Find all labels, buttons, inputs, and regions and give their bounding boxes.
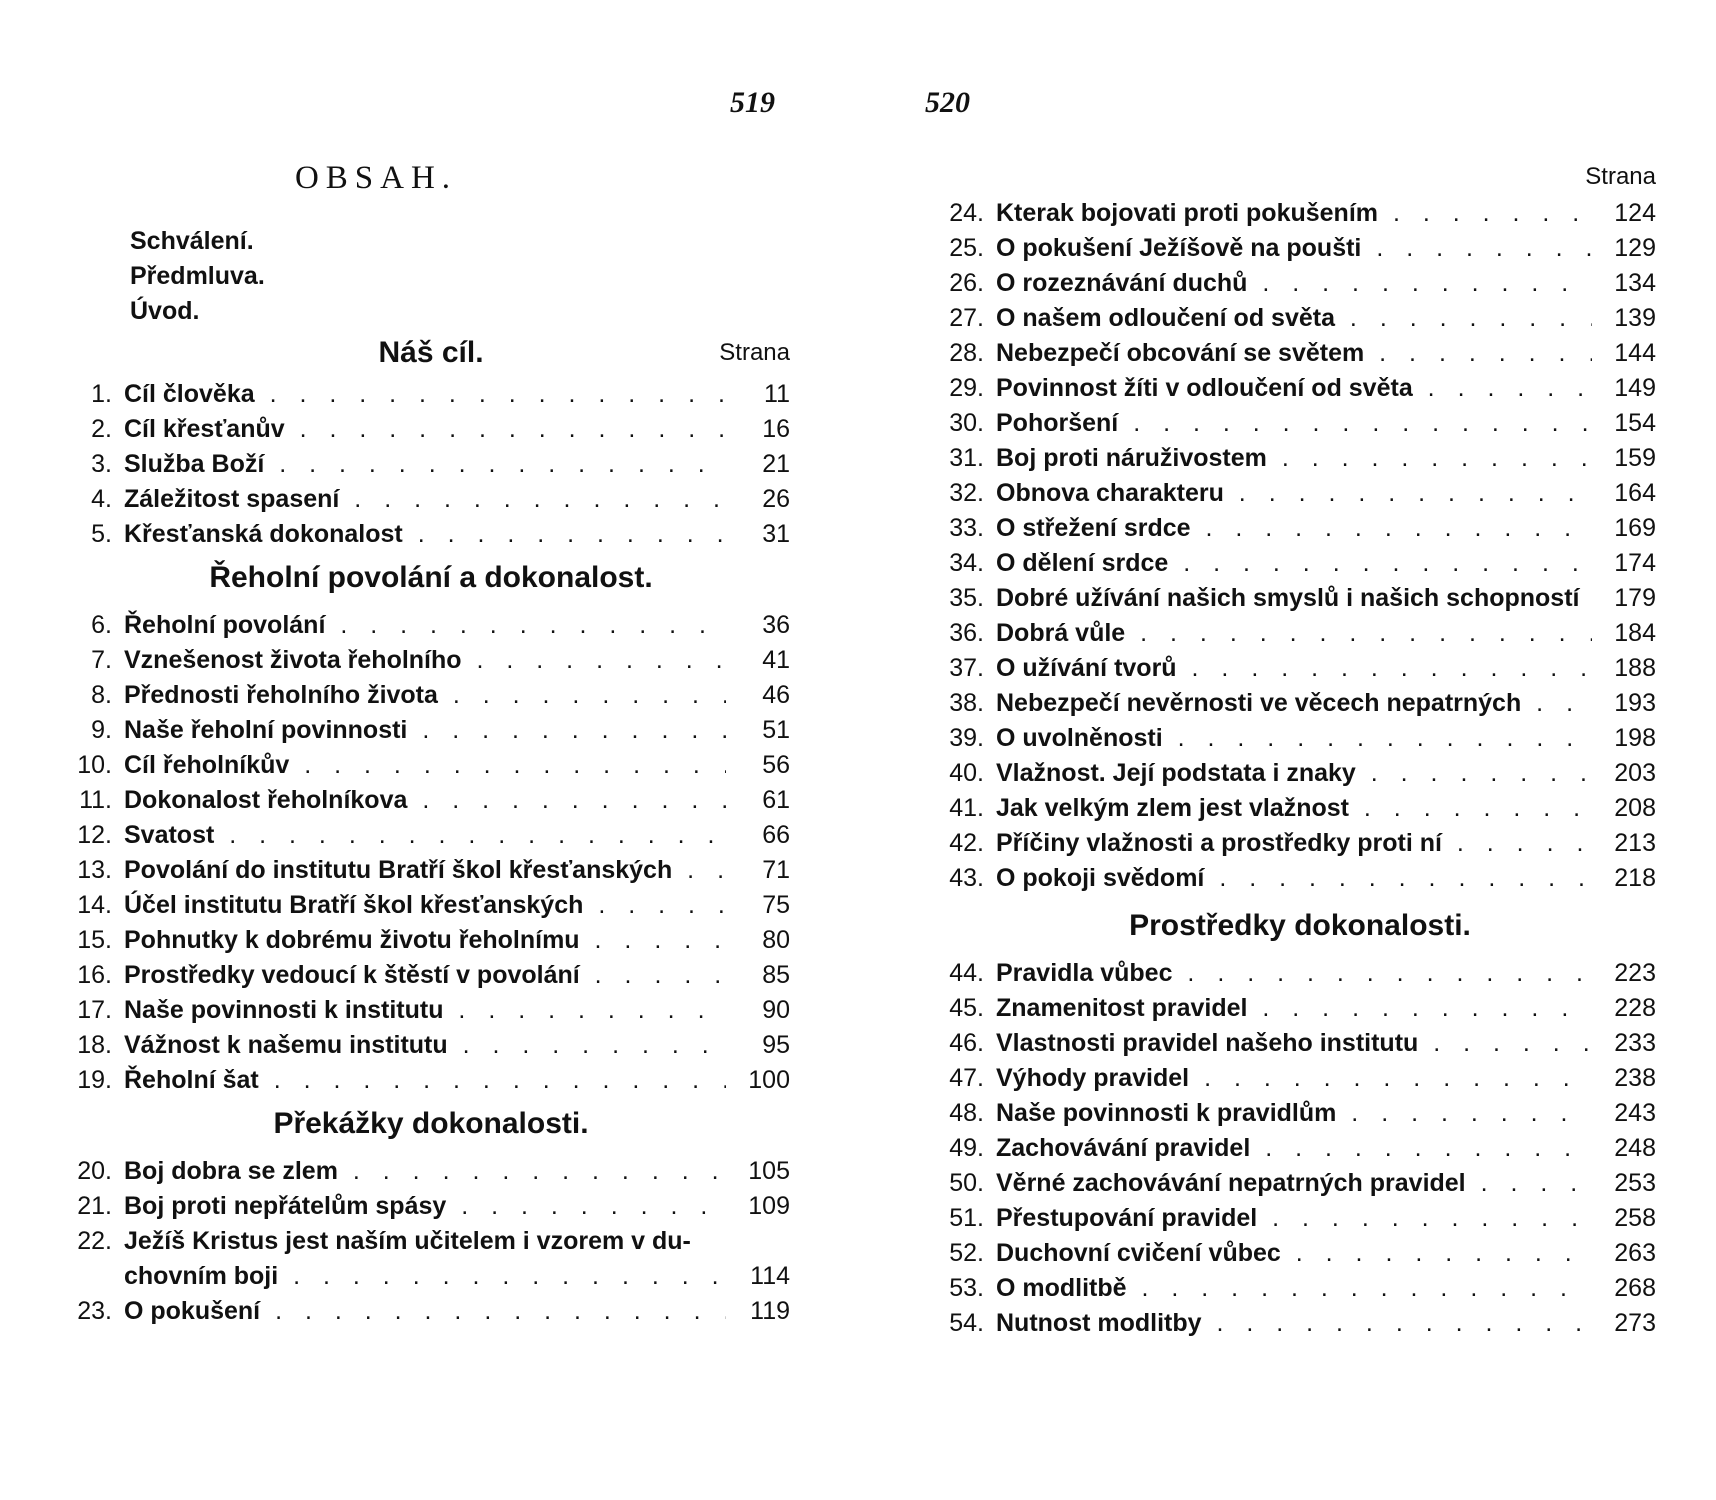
entry-page: 179: [1614, 584, 1656, 612]
section-heading: [72, 1098, 790, 1154]
entry-title: Účel institutu Bratří škol křesťanských . . .: [124, 888, 726, 923]
entry-number: 14.: [77, 891, 112, 919]
entry-title: Cíl řeholníkův . . .: [124, 748, 726, 783]
toc-entry: [944, 546, 1656, 581]
entry-page: 105: [748, 1157, 790, 1185]
entry-title: Řeholní šat . . .: [124, 1063, 726, 1098]
entry-page: 184: [1614, 619, 1656, 647]
entry-page: 124: [1614, 199, 1656, 227]
entry-number: 54.: [949, 1309, 984, 1337]
entry-page: 169: [1614, 514, 1656, 542]
entry-number: 10.: [77, 751, 112, 779]
entry-page: 36: [762, 611, 790, 639]
entry-page: 159: [1614, 444, 1656, 472]
entry-page: 228: [1614, 994, 1656, 1022]
entry-number: 23.: [77, 1297, 112, 1325]
entry-title: Vlažnost. Její podstata i znaky . . .: [996, 756, 1592, 791]
entry-title: Naše povinnosti k institutu . . .: [124, 993, 726, 1028]
entry-page: 139: [1614, 304, 1656, 332]
entry-number: 4.: [91, 485, 112, 513]
entry-page: 21: [762, 450, 790, 478]
entry-page: 26: [762, 485, 790, 513]
entry-number: 8.: [91, 681, 112, 709]
entry-page: 100: [748, 1066, 790, 1094]
toc-entry: [72, 783, 790, 818]
entry-title: Přednosti řeholního života . . .: [124, 678, 726, 713]
entry-title: O našem odloučení od světa . . .: [996, 301, 1592, 336]
entry-number: 29.: [949, 374, 984, 402]
toc-entry: [944, 1306, 1656, 1341]
toc-entry: [72, 818, 790, 853]
entry-number: 38.: [949, 689, 984, 717]
page-column-label: Strana: [719, 339, 790, 366]
page-number-left: 519: [730, 86, 775, 119]
toc-entry: [944, 756, 1656, 791]
entry-number: 2.: [91, 415, 112, 443]
entry-page: 223: [1614, 959, 1656, 987]
entry-number: 44.: [949, 959, 984, 987]
entry-page: 95: [762, 1031, 790, 1059]
toc-entry: [72, 1259, 790, 1294]
entry-page: 203: [1614, 759, 1656, 787]
left-page: [72, 158, 790, 1329]
toc-entry: [72, 958, 790, 993]
entry-title: Obnova charakteru . . .: [996, 476, 1592, 511]
entry-page: 213: [1614, 829, 1656, 857]
entry-title: O dělení srdce . . .: [996, 546, 1592, 581]
entry-title: O rozeznávání duchů . . .: [996, 266, 1592, 301]
entry-number: 27.: [949, 304, 984, 332]
entry-number: 51.: [949, 1204, 984, 1232]
entry-title: Duchovní cvičení vůbec . . .: [996, 1236, 1592, 1271]
entry-page: 149: [1614, 374, 1656, 402]
toc-entry: [72, 482, 790, 517]
toc-entry: [72, 1294, 790, 1329]
toc-entry: [944, 1271, 1656, 1306]
entry-number: 39.: [949, 724, 984, 752]
entry-page: 243: [1614, 1099, 1656, 1127]
entry-number: 40.: [949, 759, 984, 787]
entry-page: 109: [748, 1192, 790, 1220]
entry-title: Dobré užívání našich smyslů i našich schopností . . .: [996, 581, 1592, 616]
entry-number: 50.: [949, 1169, 984, 1197]
entry-title: Řeholní povolání . . .: [124, 608, 726, 643]
entry-number: 28.: [949, 339, 984, 367]
entry-number: 22.: [77, 1227, 112, 1255]
toc-entry: [944, 196, 1656, 231]
entry-number: 12.: [77, 821, 112, 849]
entry-page: 193: [1614, 689, 1656, 717]
entry-page: 11: [764, 380, 790, 408]
entry-title: Znamenitost pravidel . . .: [996, 991, 1592, 1026]
entry-title: Boj proti náruživostem . . .: [996, 441, 1592, 476]
entry-page: 218: [1614, 864, 1656, 892]
entry-title: Záležitost spasení . . .: [124, 482, 726, 517]
toc-entry: [944, 861, 1656, 896]
left-sections: [72, 329, 790, 1329]
entry-title: Křesťanská dokonalost . . .: [124, 517, 726, 552]
toc-entry: [944, 581, 1656, 616]
toc-entry: [72, 517, 790, 552]
right-page: [944, 158, 1656, 1341]
entry-page: 31: [762, 520, 790, 548]
toc-entry: [944, 1026, 1656, 1061]
entry-page: 90: [762, 996, 790, 1024]
toc-entry: [72, 993, 790, 1028]
contents-title: OBSAH.: [294, 160, 458, 196]
toc-entry: [944, 991, 1656, 1026]
entry-page: 208: [1614, 794, 1656, 822]
toc-entry: [944, 231, 1656, 266]
entry-title: Povinnost žíti v odloučení od světa . . .: [996, 371, 1592, 406]
entry-number: 47.: [949, 1064, 984, 1092]
entry-title: Přestupování pravidel . . .: [996, 1201, 1592, 1236]
toc-entry: [72, 412, 790, 447]
entry-title: Svatost . . .: [124, 818, 726, 853]
entry-title: Zachovávání pravidel . . .: [996, 1131, 1592, 1166]
entry-title: Výhody pravidel . . .: [996, 1061, 1592, 1096]
toc-entry: [944, 616, 1656, 651]
entry-page: 46: [762, 681, 790, 709]
entry-number: 3.: [91, 450, 112, 478]
entry-page: 273: [1614, 1309, 1656, 1337]
entry-title: Vznešenost života řeholního . . .: [124, 643, 726, 678]
entry-page: 71: [762, 856, 790, 884]
toc-entry: [944, 791, 1656, 826]
entry-title: O modlitbě . . .: [996, 1271, 1592, 1306]
entry-page: 188: [1614, 654, 1656, 682]
toc-entry: [944, 956, 1656, 991]
entry-title: Příčiny vlažnosti a prostředky proti ní . . .: [996, 826, 1592, 861]
toc-entry: [72, 853, 790, 888]
toc-entry: [944, 476, 1656, 511]
intro-item: Úvod.: [130, 297, 200, 325]
entry-page: 263: [1614, 1239, 1656, 1267]
entry-page: 258: [1614, 1204, 1656, 1232]
entry-page: 56: [762, 751, 790, 779]
entry-number: 1.: [91, 380, 112, 408]
entry-number: 11.: [79, 786, 112, 814]
entry-title: Cíl člověka . . .: [124, 377, 726, 412]
entry-title: Pohoršení . . .: [996, 406, 1592, 441]
section-heading-text: Překážky dokonalosti.: [273, 1107, 589, 1140]
section-heading-text: Náš cíl.: [378, 336, 484, 369]
entry-number: 42.: [949, 829, 984, 857]
entry-page: 154: [1614, 409, 1656, 437]
entry-page: 16: [762, 415, 790, 443]
toc-entry: [72, 1189, 790, 1224]
entry-number: 9.: [91, 716, 112, 744]
entry-title: O pokušení . . .: [124, 1294, 726, 1329]
entry-title: O užívání tvorů . . .: [996, 651, 1592, 686]
toc-entry: [72, 713, 790, 748]
entry-page: 144: [1614, 339, 1656, 367]
entry-page: 238: [1614, 1064, 1656, 1092]
entry-number: 5.: [91, 520, 112, 548]
entry-page: 41: [762, 646, 790, 674]
entry-page: 174: [1614, 549, 1656, 577]
entry-title: Naše povinnosti k pravidlům . . .: [996, 1096, 1592, 1131]
entry-page: 164: [1614, 479, 1656, 507]
entry-title: Boj proti nepřátelům spásy . . .: [124, 1189, 726, 1224]
entry-page: 198: [1614, 724, 1656, 752]
page-column-label: Strana: [1585, 163, 1656, 190]
entry-title: Služba Boží . . .: [124, 447, 726, 482]
entry-number: 45.: [949, 994, 984, 1022]
entry-title: Boj dobra se zlem . . .: [124, 1154, 726, 1189]
toc-entry: [944, 651, 1656, 686]
entry-number: 36.: [949, 619, 984, 647]
entry-title: Prostředky vedoucí k štěstí v povolání . . .: [124, 958, 726, 993]
entry-number: 6.: [91, 611, 112, 639]
toc-entry: [944, 406, 1656, 441]
entry-title: Nebezpečí nevěrnosti ve věcech nepatrných . . .: [996, 686, 1592, 721]
entry-number: 53.: [949, 1274, 984, 1302]
toc-entry: [944, 511, 1656, 546]
entry-number: 49.: [949, 1134, 984, 1162]
entry-page: 233: [1614, 1029, 1656, 1057]
toc-entry: [72, 1154, 790, 1189]
entry-title: Dokonalost řeholníkova . . .: [124, 783, 726, 818]
entry-page: 85: [762, 961, 790, 989]
entry-title: O pokušení Ježíšově na poušti . . .: [996, 231, 1592, 266]
entry-title: Ježíš Kristus jest naším učitelem i vzorem v du-: [124, 1227, 691, 1255]
entry-number: 46.: [949, 1029, 984, 1057]
toc-entry: [944, 1236, 1656, 1271]
entry-title: Vážnost k našemu institutu . . .: [124, 1028, 726, 1063]
entry-title: Kterak bojovati proti pokušením . . .: [996, 196, 1592, 231]
section-heading-text: Řeholní povolání a dokonalost.: [209, 561, 653, 594]
entry-number: 35.: [949, 584, 984, 612]
toc-entry: [944, 1061, 1656, 1096]
entry-page: 134: [1614, 269, 1656, 297]
toc-entry: [944, 301, 1656, 336]
toc-entry: [72, 1063, 790, 1098]
toc-entry: [72, 447, 790, 482]
toc-entry: [72, 923, 790, 958]
toc-entry: [944, 266, 1656, 301]
toc-entry: [944, 686, 1656, 721]
entry-title: O pokoji svědomí . . .: [996, 861, 1592, 896]
toc-entry: [72, 608, 790, 643]
section-heading: [72, 329, 790, 377]
entry-title: Naše řeholní povinnosti . . .: [124, 713, 726, 748]
toc-entry: [72, 643, 790, 678]
section-heading: [72, 552, 790, 608]
toc-entry: [944, 1131, 1656, 1166]
toc-list: [944, 196, 1656, 896]
entry-page: 114: [750, 1262, 790, 1290]
toc-entry: [944, 1201, 1656, 1236]
entry-title: Pravidla vůbec . . .: [996, 956, 1592, 991]
entry-title: Pohnutky k dobrému životu řeholnímu . . .: [124, 923, 726, 958]
entry-number: 24.: [949, 199, 984, 227]
entry-number: 18.: [77, 1031, 112, 1059]
entry-number: 20.: [77, 1157, 112, 1185]
toc-entry: [944, 1096, 1656, 1131]
toc-entry: [944, 371, 1656, 406]
toc-entry: [72, 888, 790, 923]
entry-number: 34.: [949, 549, 984, 577]
toc-entry: [72, 678, 790, 713]
toc-entry: [72, 748, 790, 783]
entry-number: 17.: [77, 996, 112, 1024]
entry-number: 19.: [77, 1066, 112, 1094]
entry-page: 51: [762, 716, 790, 744]
entry-number: 43.: [949, 864, 984, 892]
entry-number: 7.: [91, 646, 112, 674]
entry-title: Cíl křesťanův . . .: [124, 412, 726, 447]
intro-item: Schválení.: [130, 227, 254, 255]
entry-title: Jak velkým zlem jest vlažnost . . .: [996, 791, 1592, 826]
toc-entry: [72, 1028, 790, 1063]
section-heading: Prostředky dokonalosti.: [1129, 909, 1471, 942]
toc-entry: [944, 441, 1656, 476]
entry-number: 37.: [949, 654, 984, 682]
entry-page: 119: [750, 1297, 790, 1325]
entry-title: Dobrá vůle . . .: [996, 616, 1592, 651]
toc-entry: [72, 377, 790, 412]
entry-title: Nebezpečí obcování se světem . . .: [996, 336, 1592, 371]
entry-number: 52.: [949, 1239, 984, 1267]
entry-number: 25.: [949, 234, 984, 262]
entry-page: 268: [1614, 1274, 1656, 1302]
toc-entry: [944, 826, 1656, 861]
entry-title: Nutnost modlitby . . .: [996, 1306, 1592, 1341]
entry-number: 15.: [77, 926, 112, 954]
toc-entry: [944, 1166, 1656, 1201]
toc-entry: [72, 1224, 790, 1259]
entry-title: chovním boji . . .: [124, 1259, 726, 1294]
entry-page: 129: [1614, 234, 1656, 262]
entry-page: 75: [762, 891, 790, 919]
toc-entry: [944, 721, 1656, 756]
entry-number: 26.: [949, 269, 984, 297]
page-number-right: 520: [925, 86, 970, 119]
entry-number: 13.: [77, 856, 112, 884]
entry-title: O uvolněnosti . . .: [996, 721, 1592, 756]
entry-page: 66: [762, 821, 790, 849]
entry-number: 33.: [949, 514, 984, 542]
entry-number: 21.: [77, 1192, 112, 1220]
entry-page: 61: [762, 786, 790, 814]
intro-item: Předmluva.: [130, 262, 265, 290]
entry-title: Povolání do institutu Bratří škol křesťanských . . .: [124, 853, 726, 888]
entry-number: 30.: [949, 409, 984, 437]
entry-number: 31.: [949, 444, 984, 472]
entry-title: Věrné zachovávání nepatrných pravidel . . .: [996, 1166, 1592, 1201]
entry-number: 32.: [949, 479, 984, 507]
entry-title: O střežení srdce . . .: [996, 511, 1592, 546]
entry-page: 253: [1614, 1169, 1656, 1197]
entry-page: 80: [762, 926, 790, 954]
entry-page: 248: [1614, 1134, 1656, 1162]
toc-list: [944, 956, 1656, 1341]
entry-number: 41.: [949, 794, 984, 822]
toc-entry: [944, 336, 1656, 371]
entry-title: Vlastnosti pravidel našeho institutu . . .: [996, 1026, 1592, 1061]
entry-number: 48.: [949, 1099, 984, 1127]
entry-number: 16.: [77, 961, 112, 989]
